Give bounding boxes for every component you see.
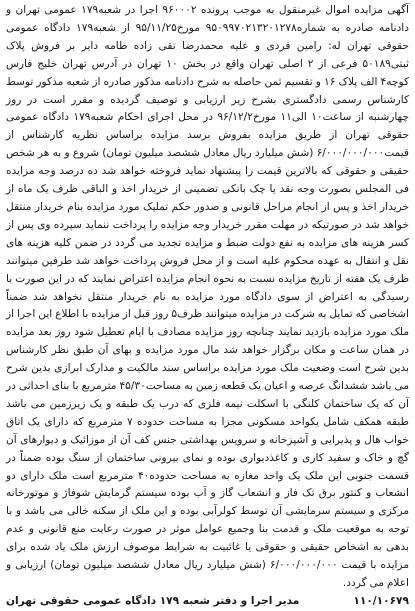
auction-notice (4, 2, 411, 607)
notice-footer (6, 593, 409, 611)
notice-signature: مدیر اجرا و دفتر شعبه ۱۷۹ دادگاه عمومی حقوقی تهران (6, 594, 300, 607)
notice-reference-code: ۱۱۰/۱۰۶۷۹ (353, 594, 409, 607)
notice-body-text: آگهی مزایده اموال غیرمنقول به موجب پرونده ۹۶۰۰۰۲ اجرا در شعبه۱۷۹ عمومی تهران و دادنامه صادره به شماره۹۵۰۹۹۷۰۲۱۳۲۰۱۲۷۸ مورخ۹۵/۱۱/۲۵ از شعبه۱۷۹ دادگاه عمومی حقوقی تهران له: رامین فردی و علیه محمدرضا تقی زاده طامه دایر بر فروش پلاک ثبتی۵۰۱۸۹ فرعی از ۲ اصلی تهران واقع در بخش ۱۰ تهران در آدرس تهران خلیج فارس کوچه۴ الف پلاک ۱۶ و تقسیم ثمن حاصله به شرح دادنامه مذکور صادره از شعبه مذکور توسط کارشناس رسمی دادگستری بشرح زیر ارزیابی و توصیف گردیده و مقرر است در روز چهارشنبه از ساعت۱۰ الی۱۱ مورخ۹۶/۱۲/۲ در محل اجرای احکام شعبه۱۷۹ دادگاه عمومی حقوقی تهران از طریق مزایده بفروش برسد مزایده براساس نظریه کارشناس از قیمت۶/۰۰۰/۰۰۰/۰۰۰ (شش میلیارد ریال معادل ششصد میلیون تومان) شروع و به هر شخص حقیقی و حقوقی که بالاترین قیمت را پیشنهاد نماید فروخته خواهد شد ده درصد وجه مزایده فی المجلس بصورت وجه نقد یا چک بانکی تضمینی از خریدار اخذ و الباقی ظرف یک ماه از خریدار اخذ و پس از انجام مراحل قانونی و صدور حکم تملیک مورد مزایده بنام خریدار منتقل خواهد شد در صورتیکه در مهلت مقرر خریدار وجه مزایده را پرداخت ننماید سپرده وی پس از کسر هزینه های مزایده به نفع دولت ضبط و مزایده تجدید می گردد در ضمن کلیه هزینه های نقل و انتقال به عهده محکوم علیه است و از محل فروش پرداخت خواهد شد طرفین میتوانند ظرف یک هفته از تاریخ مزایده نسبت به نحوه انجام مزایده اعتراض نمایند که در این صورت با رسیدگی به اعتراض از سوی دادگاه مورد مزایده به نام خریدار منتقل نخواهد شد ضمناً اشخاصی که تمایل به شرکت در مزایده میتوانند ظرف۵ روز قبل از مزایده با اطلاع این اجرا از ملک مورد مزایده بازدید نمایند چنانچه روز مزایده مصادف با ایام تعطیل شود روز بعد مزایده در همان ساعت و مکان برگزار خواهد شد مال مورد مزایده و بهای آن طبق نظر کارشناس بدین شرح است وضعیت ملک مورد مزایده براساس سند مالکیت و مدارک ابرازی بدین شرح می باشد ششدانگ عرصه و اعیان یک قطعه زمین به مساحت۴۵/۳۰ مترمربع با بنای احداثی در آن که یک ساختمان کلنگی با اسکلت نیمه فلزی که درب یک طبقه و یک زیرزمین می باشد طبقه همکف شامل یکواحد مسکونی مجزا به مساحت حدوده ۷ مترمربع که دارای یک اتاق خواب هال و پذیرایی و آشپزخانه و سرویس بهداشتی جنس کف آن از موزائیک و دیوارهای آن گچ و خاک و سفید کاری و کاغذدیواری بوده و نمای بیرونی ساختمان از سنگ بوده ضمناً در قسمت جنوبی این ملک یک واحد مغازه به مساحت حدوده۴۰ مترمربع است ملک دارای دو انشعاب و کنتور برق تک فاز و انشعاب گاز و آب بوده سیستم گرمایش شوفاژ و موتورخانه مرکزی و سیستم سرمایشی آن توسط کولرآبی بوده و این ملک از سکنه خالی می باشد و با توجه به موقعیت ملک و قدمت بنا وجمیع عوامل موثر در صورت رعایت منع قانونی و عدم بدهی به اشخاص حقیقی و حقوقی یا غائبیت به شرایط موصوف ارزش ملک یاد شده برای مزایده با قیمت ۶/۰۰۰/۰۰۰/۰۰۰ (شش میلیارد ریال معادل ششصد میلیون تومان) ارزیابی و اعلام می گردد. (6, 4, 410, 589)
